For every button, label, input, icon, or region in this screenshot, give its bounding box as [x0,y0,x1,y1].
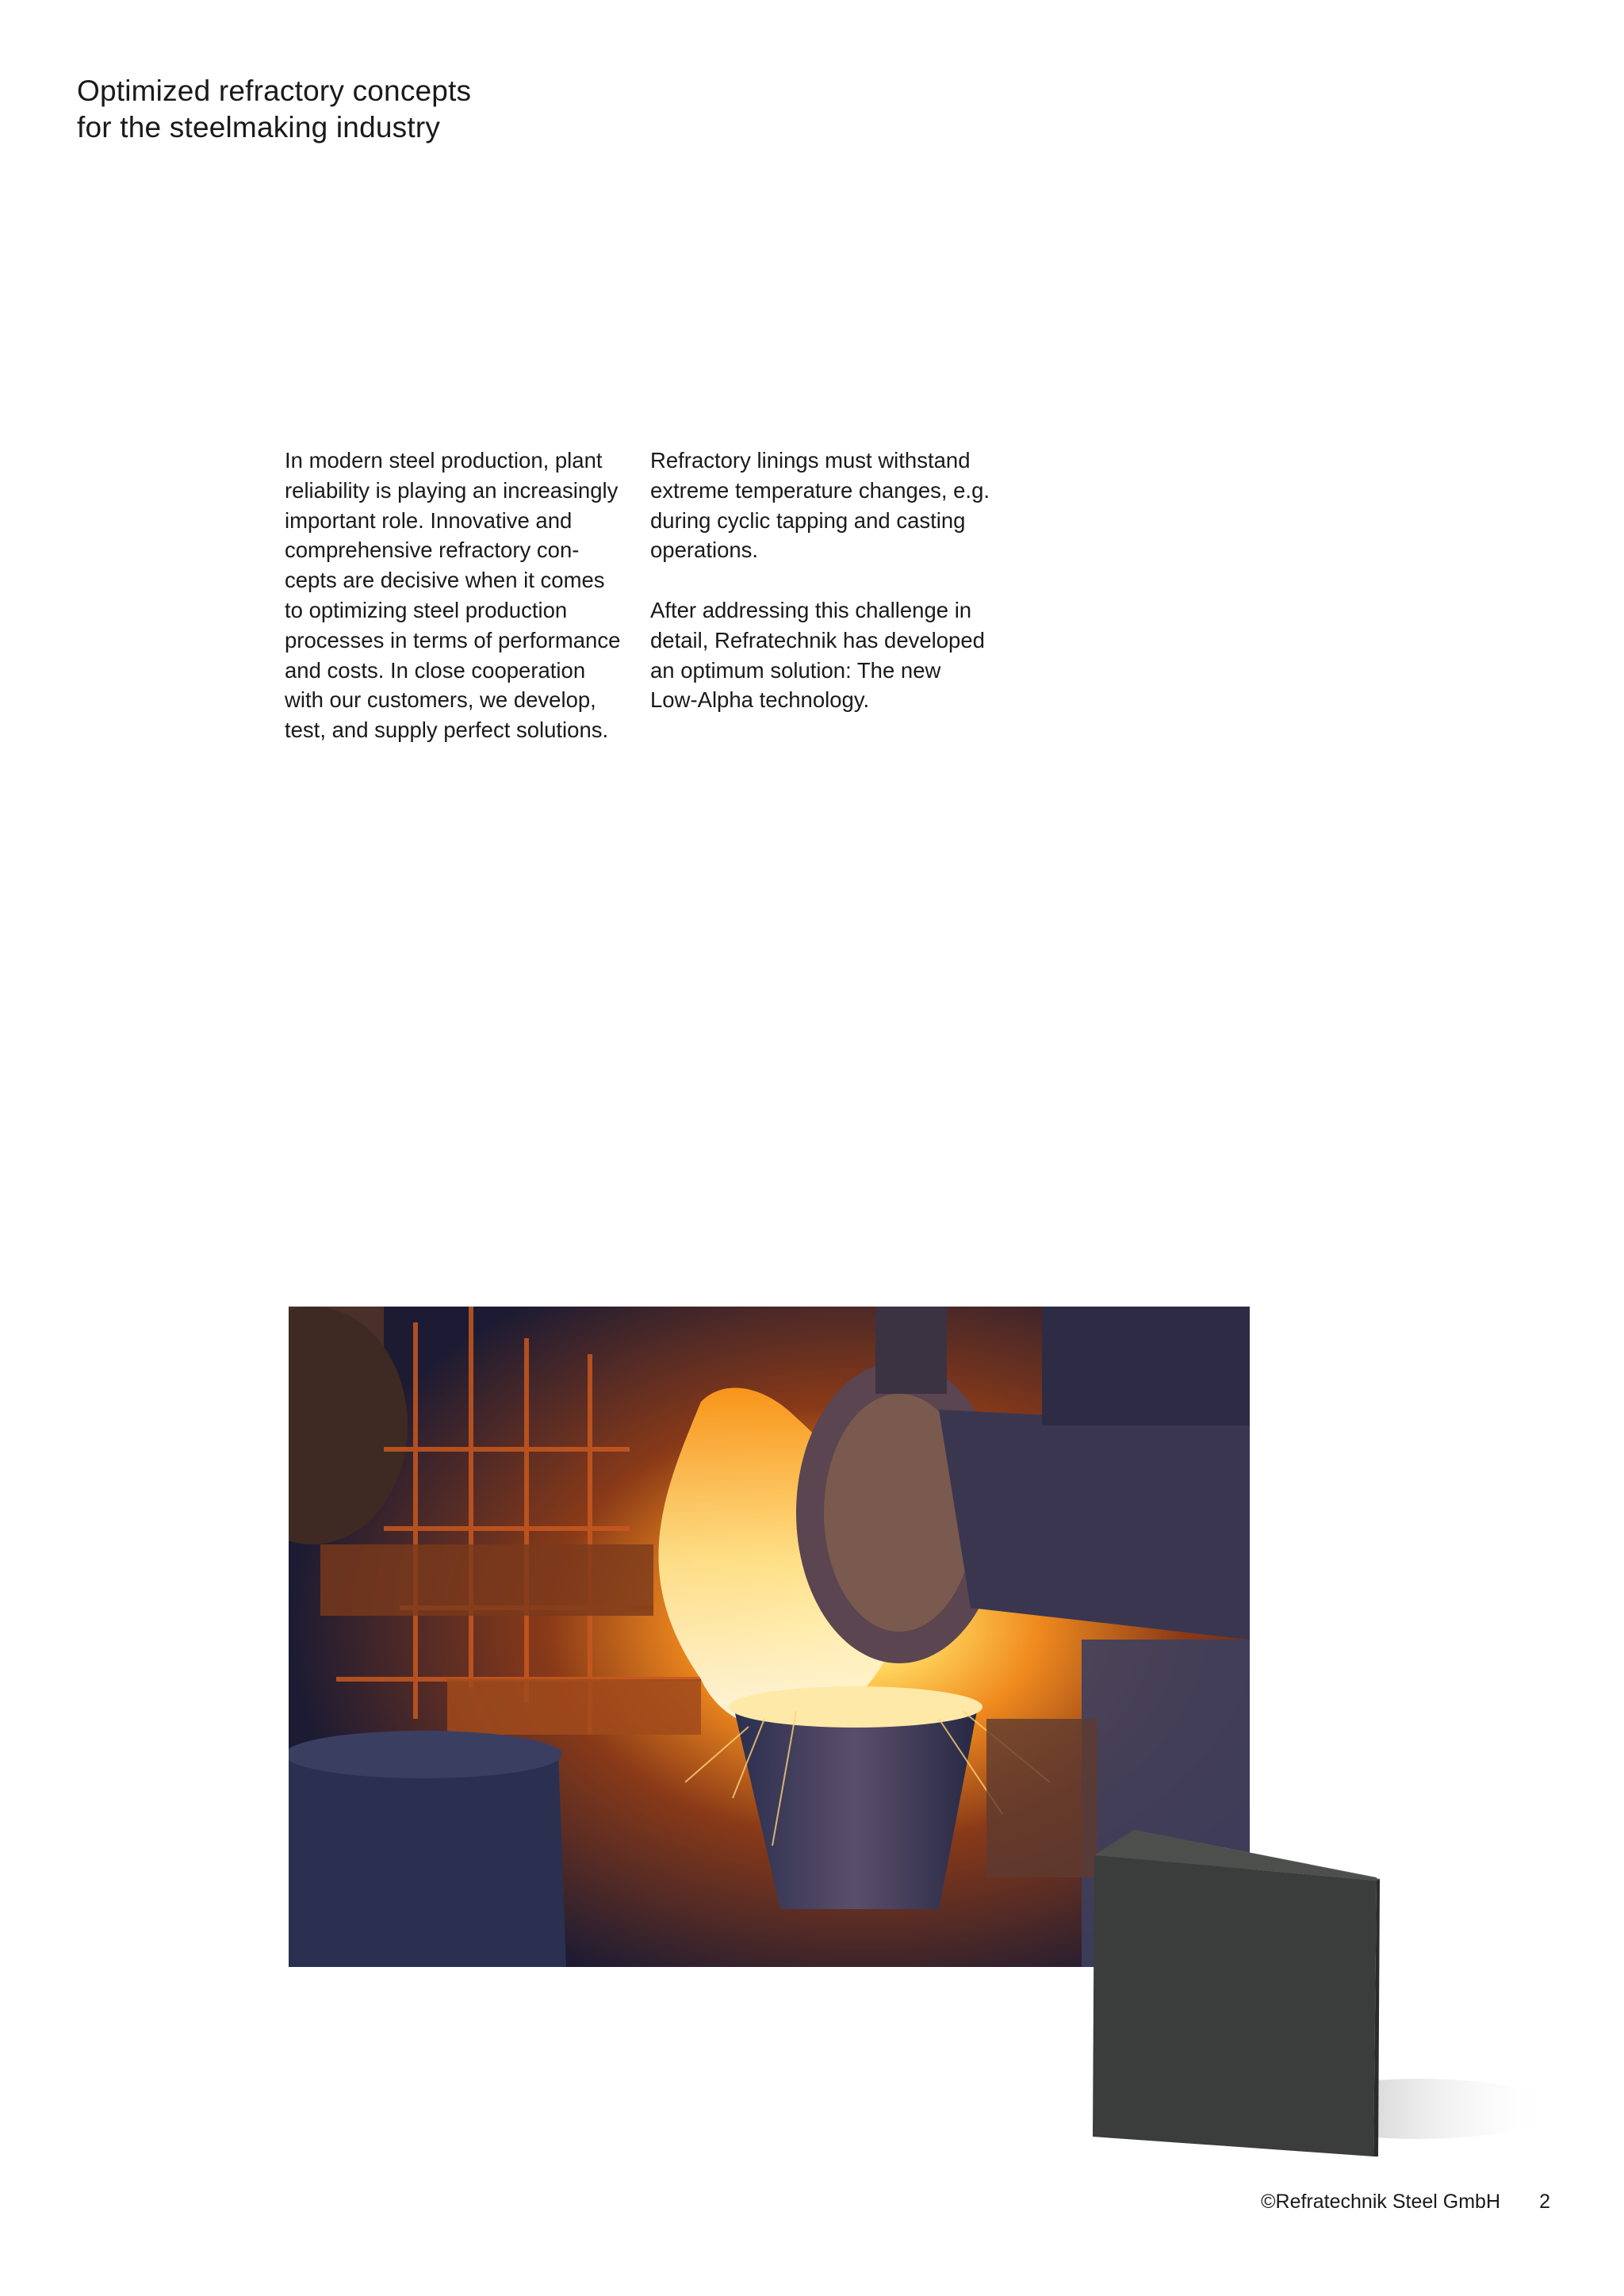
page-title [77,73,471,146]
title-line-2: for the steelmaking industry [77,111,441,144]
footer-copyright: ©Refratechnik Steel GmbH [1261,2191,1500,2213]
refractory-brick-image [1078,1823,1554,2156]
body-column-right [650,446,991,715]
body-paragraph: After addressing this challenge in detail, Refratechnik has developed an optimum solution: The new Low-Alpha technology. [650,597,985,713]
page-number: 2 [1539,2191,1550,2213]
body-column-left [285,446,626,745]
body-paragraph: Refractory linings must withstand extreme temperature changes, e.g. during cyclic tapping and casting operations. [650,448,990,563]
title-line-1: Optimized refractory concepts [77,75,472,107]
body-paragraph: In modern steel production, plant reliability is playing an increasingly important role. Innovative and comprehensive refractory con-cepts are decisive when it comes to optimizing steel production processes in terms of performance and costs. In close cooperation with our customers, we develop, test, and supply perfect solutions. [285,448,621,743]
